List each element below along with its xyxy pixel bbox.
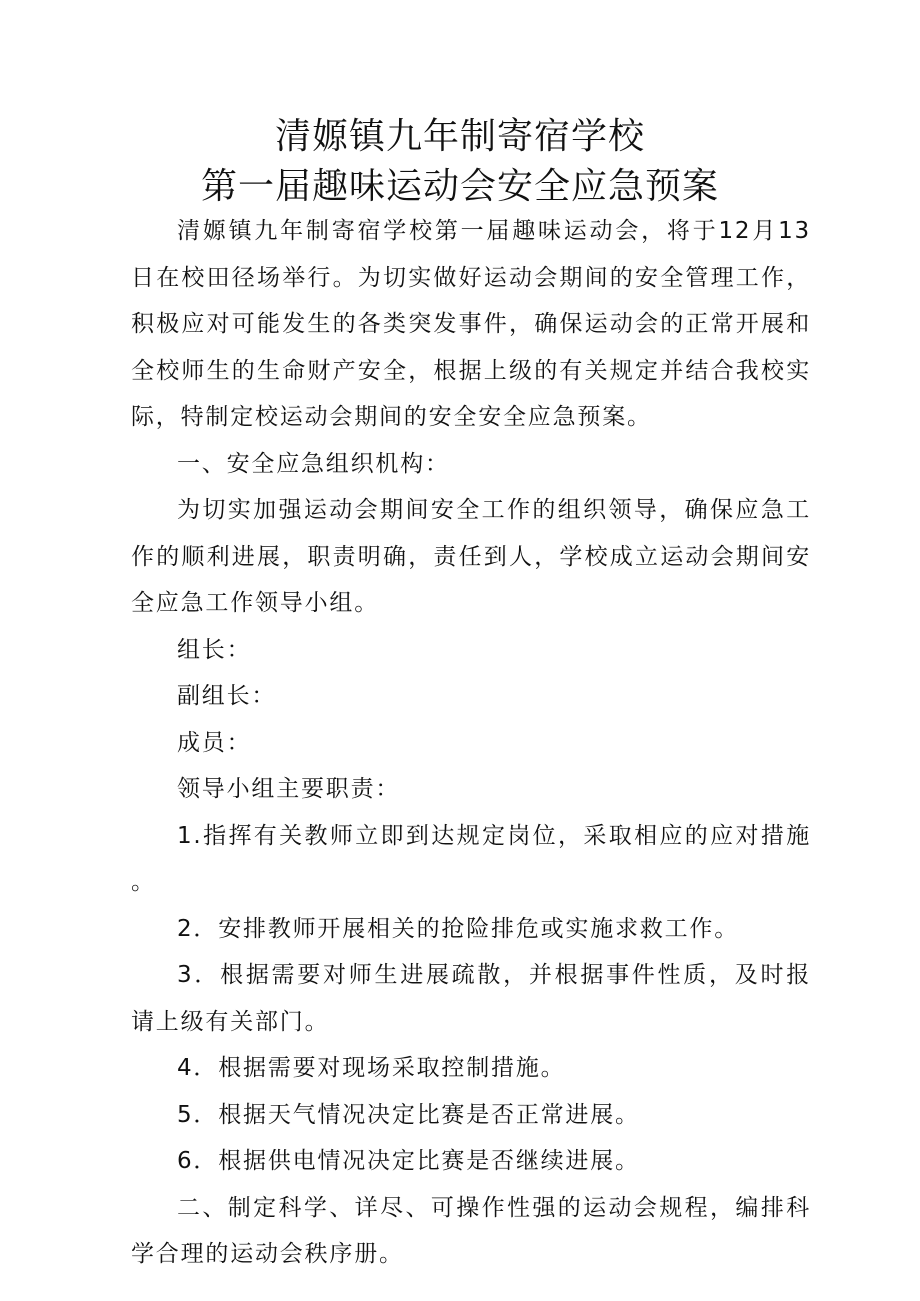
paragraph-intro: 清嫄镇九年制寄宿学校第一届趣味运动会，将于12月13日在校田径场举行。为切实做好运动会期间的安全管理工作，积极应对可能发生的各类突发事件，确保运动会的正常开展和全校师生的生命财产安全，根据上级的有关规定并结合我校实际，特制定校运动会期间的安全安全应急预案。 — [131, 218, 811, 430]
title-line-2: 第一届趣味运动会安全应急预案 — [200, 166, 719, 207]
list-item-duty-4: 4．根据需要对现场采取控制措施。 — [177, 1055, 566, 1081]
paragraph-deputy-leader: 副组长： — [177, 683, 277, 709]
list-item-duty-6: 6．根据供电情况决定比赛是否继续进展。 — [177, 1148, 640, 1174]
section-heading-2: 二、制定科学、详尽、可操作性强的运动会规程，编排科学合理的运动会秩序册。 — [131, 1194, 811, 1267]
section-heading-1: 一、安全应急组织机构： — [177, 450, 450, 477]
title-line-1: 清嫄镇九年制寄宿学校 — [274, 116, 645, 157]
list-item-duty-1: 1.指挥有关教师立即到达规定岗位，采取相应的应对措施。 — [131, 822, 811, 895]
list-item-duty-3: 3．根据需要对师生进展疏散，并根据事件性质，及时报请上级有关部门。 — [131, 962, 811, 1035]
document-title — [0, 112, 920, 212]
list-item-duty-2: 2．安排教师开展相关的抢险排危或实施求救工作。 — [177, 915, 740, 942]
paragraph-duties-heading: 领导小组主要职责： — [177, 776, 401, 802]
document-body — [131, 208, 811, 1278]
paragraph-members: 成员： — [177, 729, 252, 756]
list-item-duty-5: 5．根据天气情况决定比赛是否正常进展。 — [177, 1101, 640, 1128]
paragraph-leader: 组长： — [177, 636, 252, 663]
paragraph-organization: 为切实加强运动会期间安全工作的组织领导，确保应急工作的顺利进展，职责明确，责任到人，学校成立运动会期间安全应急工作领导小组。 — [131, 497, 811, 616]
